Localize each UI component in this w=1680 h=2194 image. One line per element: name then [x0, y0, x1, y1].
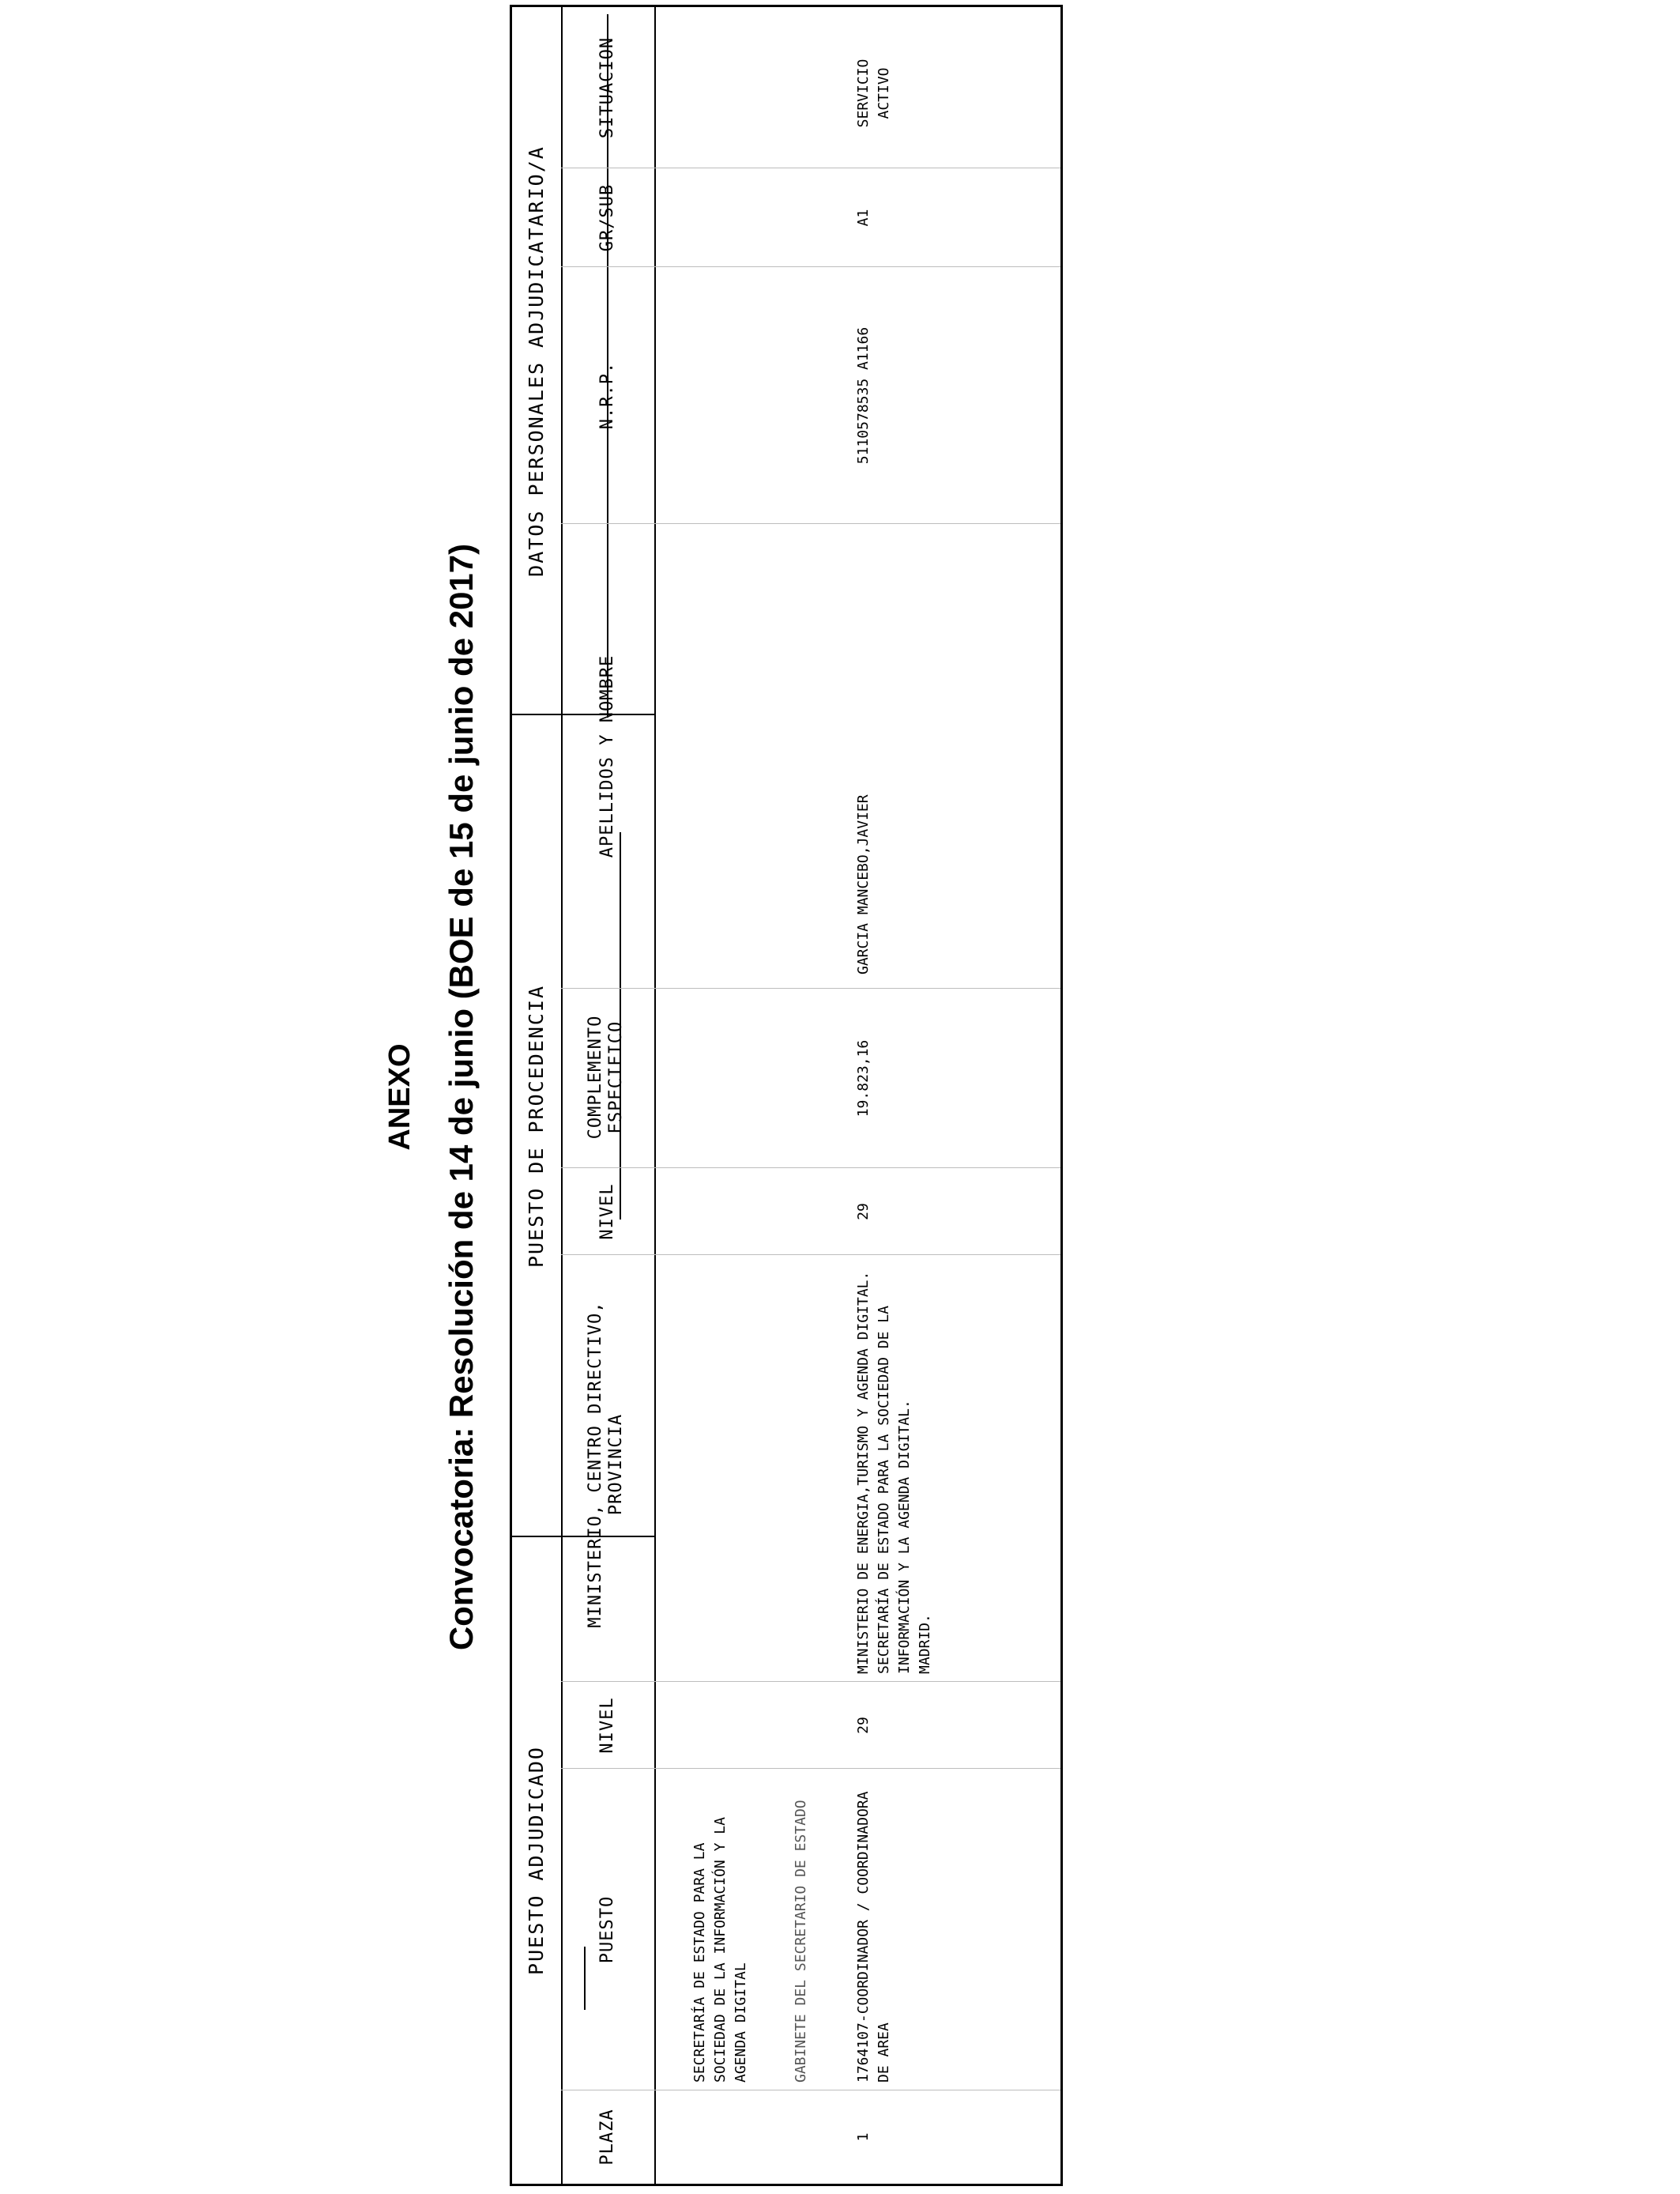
col-header-situacion: SITUACION [597, 36, 617, 139]
col-header-puesto: PUESTO [597, 1895, 617, 1964]
group-puesto-procedencia: PUESTO DE PROCEDENCIA [525, 984, 548, 1269]
col-header-nivel-procedencia: NIVEL [597, 1183, 617, 1240]
col-header-plaza: PLAZA [597, 2109, 617, 2166]
col-header-grsub: GR/SUB [597, 183, 617, 252]
col-line [561, 523, 1060, 524]
col-line [561, 1681, 1060, 1682]
col-header-apellidos: APELLIDOS Y NOMBRE [597, 654, 617, 858]
col-line [561, 1768, 1060, 1769]
col-line [561, 266, 1060, 267]
cell-nivel-procedencia: 29 [855, 1203, 872, 1220]
nivel-subheader-line [584, 1947, 586, 2010]
group-datos-personales: DATOS PERSONALES ADJUDICATARIO/A [525, 145, 548, 577]
header-bottom-line [654, 7, 656, 2184]
header-divider [561, 7, 563, 2184]
page-subtitle: Convocatoria: Resolución de 14 de junio (BOE de 15 de junio de 2017) [443, 543, 480, 1651]
cell-apellidos: GARCIA MANCEBO,JAVIER [855, 794, 872, 974]
col-line [561, 1167, 1060, 1168]
cell-complemento: 19.823,16 [855, 1039, 872, 1118]
cell-situacion: SERVICIO ACTIVO [855, 58, 892, 128]
col-header-nivel: NIVEL [597, 1697, 617, 1754]
section-organismo: SECRETARÍA DE ESTADO PARA LA SOCIEDAD DE LA INFORMACIÓN Y LA AGENDA DIGITAL [691, 1817, 749, 2083]
page-title: ANEXO [383, 1043, 416, 1151]
col-header-complemento: COMPLEMENTO ESPECIFICO [586, 1015, 626, 1140]
cell-plaza: 1 [855, 2132, 872, 2142]
cell-nrp: 5110578535 A1166 [855, 326, 872, 465]
col-header-nrp: N.R.P. [597, 361, 617, 430]
cell-ministerio: MINISTERIO DE ENERGIA,TURISMO Y AGENDA DIGITAL. SECRETARÍA DE ESTADO PARA LA SOCIEDAD DE LA INFORMACIÓN Y LA AGENDA DIGITAL. MADRID. [855, 1271, 933, 1674]
col-header-ministerio: MINISTERIO, CENTRO DIRECTIVO, PROVINCIA [586, 1301, 626, 1628]
group-puesto-adjudicado: PUESTO ADJUDICADO [525, 1746, 548, 1975]
cell-grsub: A1 [855, 209, 872, 227]
col-line [561, 1254, 1060, 1255]
cell-nivel: 29 [855, 1717, 872, 1734]
col-line [561, 988, 1060, 989]
section-unidad: GABINETE DEL SECRETARIO DE ESTADO [793, 1800, 809, 2083]
cell-puesto: 1764107-COORDINADOR / COORDINADORA DE AREA [855, 1791, 892, 2083]
anexo-table [510, 5, 1063, 2186]
